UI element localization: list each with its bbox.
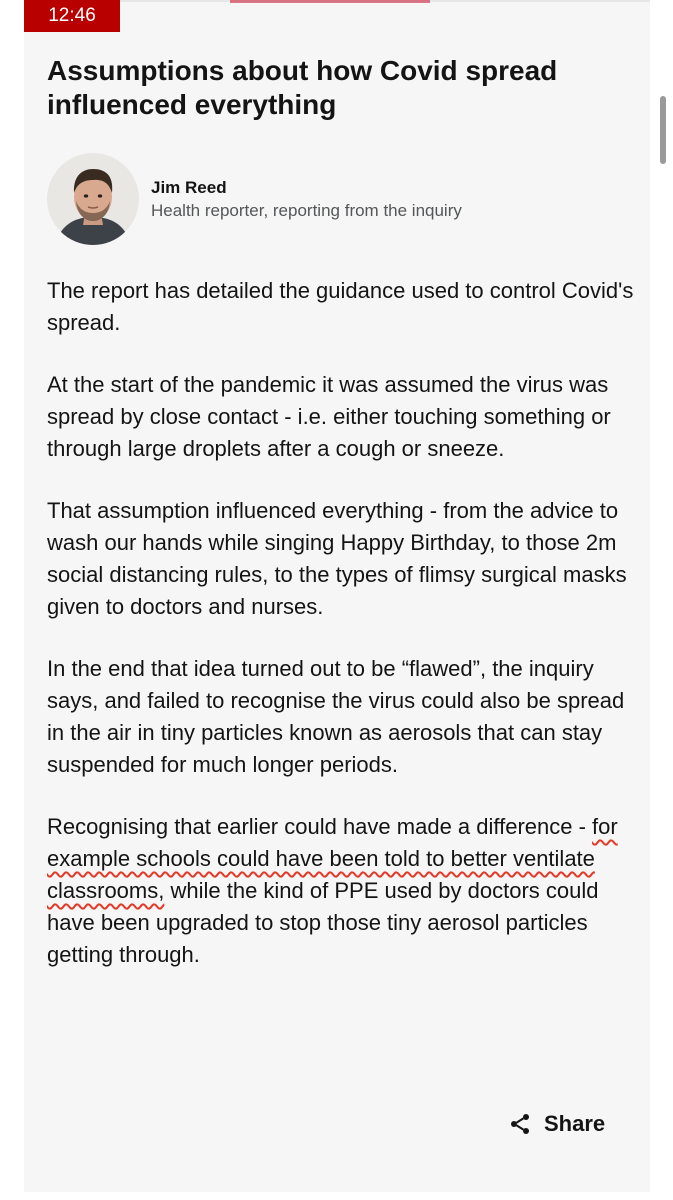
paragraph: In the end that idea turned out to be “flawed”, the inquiry says, and failed to recognise the virus could also be spread in the air in tiny particles known as aerosols that can stay suspended for much longer periods. — [47, 656, 625, 777]
share-icon — [508, 1112, 532, 1136]
scrollbar-thumb[interactable] — [660, 96, 666, 164]
author-role: Health reporter, reporting from the inquiry — [151, 201, 462, 220]
paragraph-highlighted — [47, 811, 637, 971]
author-byline — [47, 153, 627, 245]
article-body — [47, 275, 637, 1001]
author-name: Jim Reed — [151, 178, 227, 197]
page-margin — [0, 0, 24, 1200]
share-label: Share — [544, 1111, 606, 1136]
red-underline-annotation: for example schools could have been told to better ventilate classrooms, — [47, 814, 618, 903]
share-button[interactable] — [508, 1108, 605, 1140]
paragraph-text: while the kind of PPE used by doctors could have been upgraded to stop those tiny aerosol particles getting through. — [47, 878, 599, 967]
author-photo-icon — [47, 153, 139, 245]
author-avatar — [47, 153, 139, 245]
article-headline: Assumptions about how Covid spread influenced everything — [47, 55, 558, 120]
paragraph: That assumption influenced everything - from the advice to wash our hands while singing Happy Birthday, to those 2m social distancing rules, to the types of flimsy surgical masks given to doctors and nurses. — [47, 498, 627, 619]
paragraph-text: Recognising that earlier could have made a difference - — [47, 814, 593, 839]
paragraph: The report has detailed the guidance used to control Covid's spread. — [47, 278, 634, 335]
time-badge: 12:46 — [24, 0, 120, 32]
top-accent-bar — [230, 0, 430, 3]
paragraph: At the start of the pandemic it was assumed the virus was spread by close contact - i.e. either touching something or through large droplets after a cough or sneeze. — [47, 372, 611, 461]
